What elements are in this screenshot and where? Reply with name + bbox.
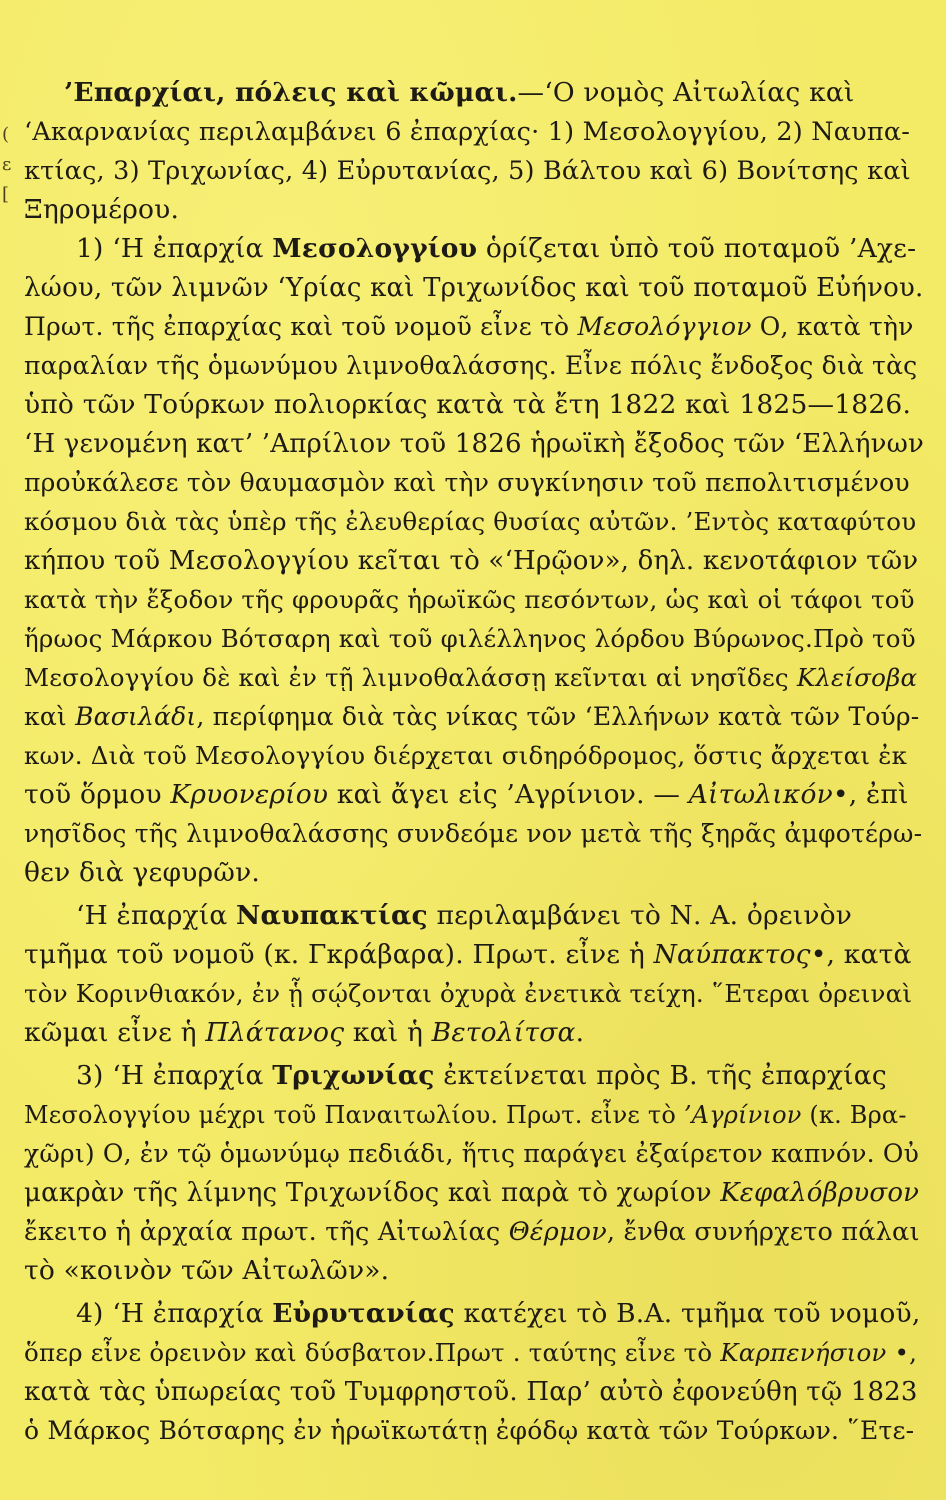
paragraph-start: 1) ‘Η ἐπαρχία Μεσολογγίου ὁρίζεται ὑπὸ τοῦ ποταμοῦ ’Αχε-	[76, 233, 917, 264]
margin-mark: (	[2, 124, 10, 145]
text-line: λώου, τῶν λιμνῶν ‘Υρίας καὶ Τριχωνίδος καὶ τοῦ ποταμοῦ Εὐήνου.	[24, 273, 924, 303]
margin-mark: [	[2, 184, 10, 205]
text-line: ἥρωος Μάρκου Βότσαρη καὶ τοῦ φιλέλληνος λόρδου Βύρωνος.Πρὸ τοῦ	[24, 624, 916, 653]
text-line: μακρὰν τῆς λίμνης Τριχωνίδος καὶ παρὰ τὸ χωρίον Κεφαλόβρυσον	[24, 1178, 920, 1208]
text-line: ὅπερ εἶνε ὀρεινὸν καὶ δύσβατον.Πρωτ . ταύτης εἶνε τὸ Καρπενήσιον •,	[24, 1338, 918, 1367]
district-name: Ναυπακτίας	[236, 900, 428, 931]
text-line: καὶ Βασιλάδι, περίφημα διὰ τὰς νίκας τῶν ‘Ελλήνων κατὰ τῶν Τούρ-	[24, 702, 920, 731]
text-line: κόσμου διὰ τὰς ὑπὲρ τῆς ἐλευθερίας θυσίας αὐτῶν. ’Εντὸς καταφύτου	[24, 507, 917, 536]
text-line: νησῖδος τῆς λιμνοθαλάσσης συνδεόμε νον μετὰ τῆς ξηρᾶς ἀμφοτέρω-	[24, 819, 923, 848]
text-line: κῶμαι εἶνε ἡ Πλάτανος καὶ ἡ Βετολίτσα.	[24, 1017, 585, 1048]
text-line: κτίας, 3) Τριχωνίας, 4) Εὐρυτανίας, 5) Βάλτου καὶ 6) Βονίτσης καὶ	[24, 156, 911, 186]
section-heading: ’Επαρχίαι, πόλεις καὶ κῶμαι.	[64, 77, 518, 108]
text-line: ὑπὸ τῶν Τούρκων πολιορκίας κατὰ τὰ ἔτη 1822 καὶ 1825—1826.	[24, 389, 912, 420]
text-line: Μεσολογγίου δὲ καὶ ἐν τῇ λιμνοθαλάσσῃ κεῖνται αἱ νησῖδες Κλείσοβα	[24, 663, 918, 692]
text-line: Ξηρομέρου.	[24, 194, 180, 225]
text-line: Μεσολογγίου μέχρι τοῦ Παναιτωλίου. Πρωτ. εἶνε τὸ ’Αγρίνιον (κ. Βρα-	[24, 1101, 907, 1129]
text-line: ‘Ακαρνανίας περιλαμβάνει 6 ἐπαρχίας· 1) Μεσολογγίου, 2) Ναυπα-	[24, 117, 911, 147]
text-line: θεν διὰ γεφυρῶν.	[24, 857, 261, 888]
text-line: τμῆμα τοῦ νομοῦ (κ. Γκράβαρα). Πρωτ. εἶνε ἡ Ναύπακτος•, κατὰ	[24, 939, 912, 970]
text-line: κων. Διὰ τοῦ Μεσολογγίου διέρχεται σιδηρόδρομος, ὅστις ἄρχεται ἐκ	[24, 741, 908, 770]
text-line-rest: —‘Ο νομὸς Αἰτωλίας καὶ	[517, 77, 855, 108]
paragraph-start: 4) ‘Η ἐπαρχία Εὐρυτανίας κατέχει τὸ Β.Α. τμῆμα τοῦ νομοῦ,	[76, 1298, 921, 1329]
district-name: Εὐρυτανίας	[272, 1298, 455, 1329]
text-line: κήπου τοῦ Μεσολογγίου κεῖται τὸ «‘Ηρῷον», δηλ. κενοτάφιον τῶν	[24, 546, 919, 576]
text-line: τὸ «κοινὸν τῶν Αἰτωλῶν».	[24, 1255, 390, 1286]
text-line: παραλίαν τῆς ὁμωνύμου λιμνοθαλάσσης. Εἶνε πόλις ἔνδοξος διὰ τὰς	[24, 351, 918, 380]
district-name: Τριχωνίας	[272, 1060, 435, 1091]
paragraph-start: 3) ‘Η ἐπαρχία Τριχωνίας ἐκτείνεται πρὸς Β. τῆς ἐπαρχίας	[76, 1060, 887, 1091]
text-line: κατὰ τὰς ὑπωρείας τοῦ Τυμφρηστοῦ. Παρ’ αὐτὸ ἐφονεύθη τῷ 1823	[24, 1377, 918, 1407]
text-line: κατὰ τὴν ἔξοδον τῆς φρουρᾶς ἡρωϊκῶς πεσόντων, ὡς καὶ οἱ τάφοι τοῦ	[24, 585, 915, 614]
text-line: ἔκειτο ἡ ἀρχαία πρωτ. τῆς Αἰτωλίας Θέρμον, ἔνθα συνήρχετο πάλαι	[24, 1217, 920, 1247]
margin-mark: ε	[2, 154, 12, 175]
text-line: ‘Η γενομένη κατ’ ’Απρίλιον τοῦ 1826 ἡρωϊκὴ ἔξοδος τῶν ‘Ελλήνων	[24, 429, 925, 459]
text-line: τὸν Κορινθιακόν, ἐν ᾗ σῴζονται ὀχυρὰ ἐνετικὰ τείχη. ῞Ετεραι ὀρειναὶ	[24, 979, 913, 1008]
text-line: ὁ Μάρκος Βότσαρης ἐν ἡρωϊκωτάτῃ ἐφόδῳ κατὰ τῶν Τούρκων. ῞Ετε-	[24, 1416, 915, 1445]
margin-marks	[0, 110, 14, 230]
text-line	[64, 78, 855, 108]
text-line: χῶρι) Ο, ἐν τῷ ὁμωνύμῳ πεδιάδι, ἥτις παράγει ἐξαίρετον καπνόν. Οὐ	[24, 1139, 919, 1168]
paragraph-start: ‘Η ἐπαρχία Ναυπακτίας περιλαμβάνει τὸ Ν. Α. ὀρεινὸν	[76, 900, 853, 931]
text-line: προὐκάλεσε τὸν θαυμασμὸν καὶ τὴν συγκίνησιν τοῦ πεπολιτισμένου	[24, 468, 910, 497]
text-line: τοῦ ὅρμου Κρυονερίου καὶ ἄγει εἰς ’Αγρίνιον. — Αἰτωλικόν•, ἐπὶ	[24, 779, 909, 810]
text-line: Πρωτ. τῆς ἐπαρχίας καὶ τοῦ νομοῦ εἶνε τὸ Μεσολόγγιον Ο, κατὰ τὴν	[24, 312, 914, 341]
district-name: Μεσολογγίου	[272, 233, 478, 264]
